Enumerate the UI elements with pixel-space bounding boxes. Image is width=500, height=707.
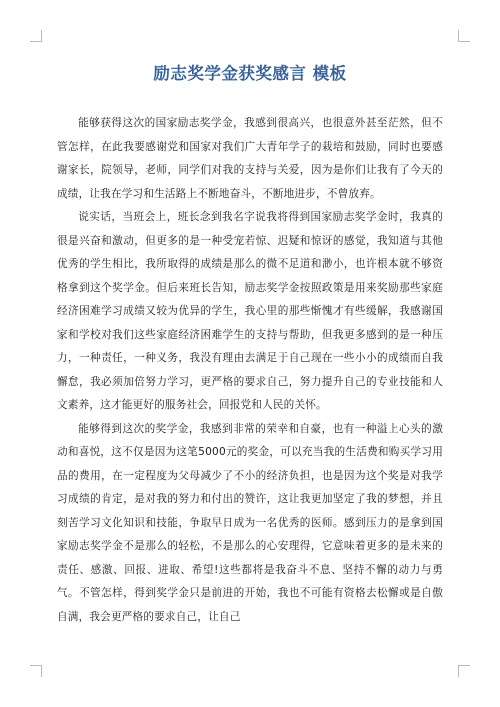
page-corner-mark-bottom-right — [458, 665, 470, 677]
document-title: 励志奖学金获奖感言 模板 — [153, 64, 347, 83]
document-body — [57, 112, 443, 629]
paragraph-1: 能够获得这次的国家励志奖学金，我感到很高兴，也很意外甚至茫然，但不管怎样，在此我要感谢党和国家对我们广大青年学子的栽培和鼓励，同时也要感谢家长，院领导，老师，同学们对我的支持与关爱，因为是你们让我有了今天的成绩，让我在学习和生活路上不断地奋斗，不断地进步，不曾放弃。 — [57, 117, 443, 200]
page-corner-mark-bottom-left — [30, 665, 42, 677]
page-corner-mark-top-left — [30, 30, 42, 42]
paragraph-3: 能够得到这次的奖学金，我感到非常的荣幸和自豪，也有一种溢上心头的激动和喜悦，这不仅是因为这笔5000元的奖金，可以充当我的生活费和购买学习用品的费用，在一定程度为父母减少了不小的经济负担，也是因为这个奖是对我学习成绩的肯定，是对我的努力和付出的赞许，这让我更加坚定了我的梦想，并且刻苦学习文化知识和技能，争取早日成为一名优秀的医师。感到压力的是拿到国家励志奖学金不是那么的轻松，不是那么的心安理得，它意味着更多的是未来的责任、感激、回报、进取、希望!这些都将是我奋斗不息、坚持不懈的动力与勇气。不管怎样，得到奖学金只是前进的开始，我也不可能有资格去松懈或是自傲自满，我会更严格的要求自己，让自己 — [57, 422, 443, 623]
page-corner-mark-top-right — [458, 30, 470, 42]
paragraph-2: 说实话，当班会上，班长念到我名字说我将得到国家励志奖学金时，我真的很是兴奋和激动，但更多的是一种受宠若惊、迟疑和惊讶的感觉，我知道与其他优秀的学生相比，我所取得的成绩是那么的微不足道和渺小，也许根本就不够资格拿到这个奖学金。但后来班长告知，励志奖学金按照政策是用来奖励那些家庭经济困难学习成绩又较为优异的学生，我心里的那些惭愧才有些缓解，我感谢国家和学校对我们这些家庭经济困难学生的支持与帮助，但我更多感到的是一种压力，一种责任，一种义务，我没有理由去满足于自己现在一些小小的成绩而自我懈怠，我必须加倍努力学习，更严格的要求自己，努力提升自己的专业技能和人文素养，这才能更好的服务社会，回报党和人民的关怀。 — [57, 211, 443, 411]
